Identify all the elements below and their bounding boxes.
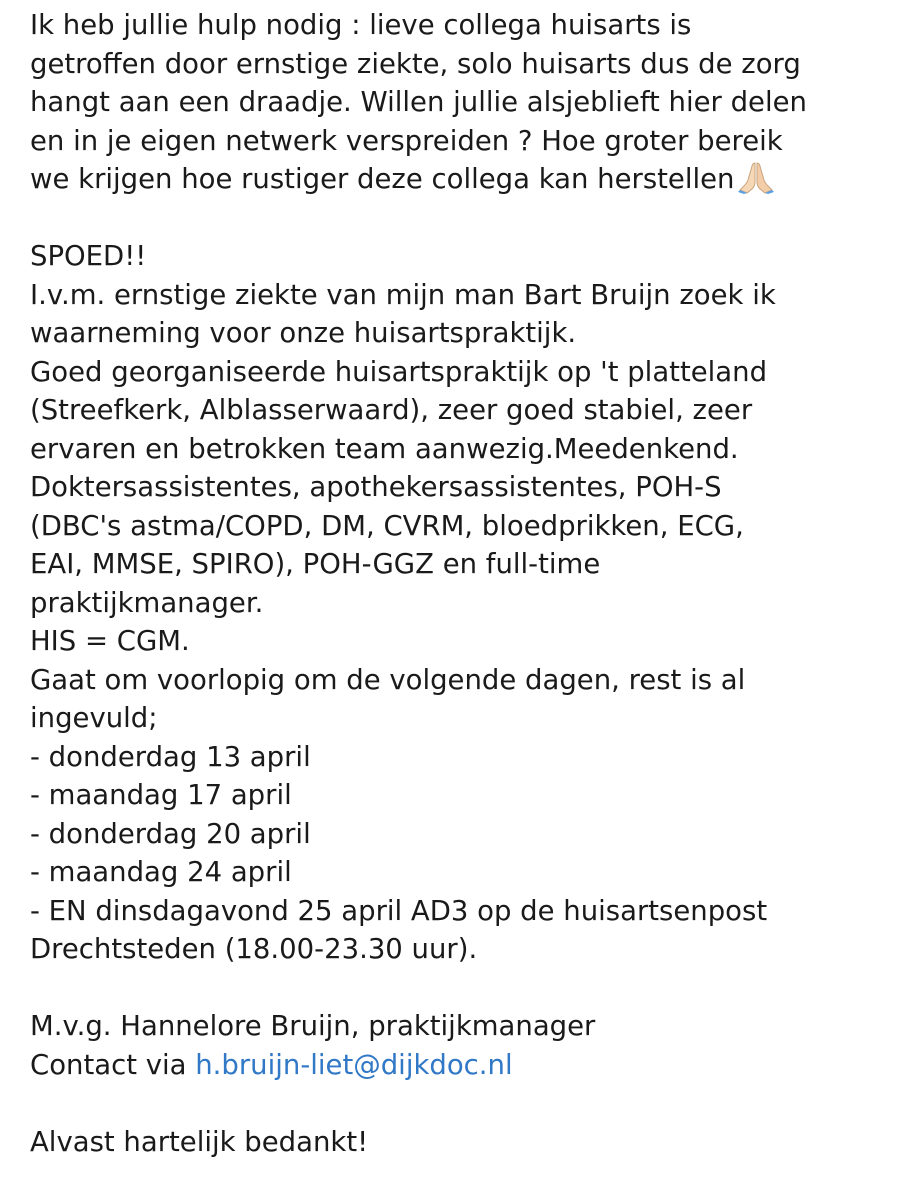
body-line-19: Drechtsteden (18.00-23.30 uur). [30,933,478,965]
intro-line-3: hangt aan een draadje. Willen jullie alsjeblieft hier delen [30,86,807,118]
date-item-2: - maandag 17 april [30,779,292,811]
signature: M.v.g. Hannelore Bruijn, praktijkmanager [30,1010,596,1042]
intro-line-1: Ik heb jullie hulp nodig : lieve collega huisarts is [30,9,692,41]
body-line-9: EAI, MMSE, SPIRO), POH-GGZ en full-time [30,548,601,580]
body-line-11: HIS = CGM. [30,625,190,657]
body-line-1: SPOED!! [30,240,147,272]
date-item-5: - EN dinsdagavond 25 april AD3 op de huisartsenpost [30,894,768,927]
folded-hands-icon [738,160,774,194]
body-line-4: Goed georganiseerde huisartspraktijk op 't platteland [30,355,768,388]
post-text [30,6,910,1161]
body-line-12: Gaat om voorlopig om de volgende dagen, rest is al [30,663,746,696]
body-line-5: (Streefkerk, Alblasserwaard), zeer goed stabiel, zeer [30,394,753,426]
body-line-7: Doktersassistentes, apothekersassistentes, POH-S [30,471,722,503]
intro-line-2: getroffen door ernstige ziekte, solo huisarts dus de zorg [30,47,801,80]
body-line-8: (DBC's astma/COPD, DM, CVRM, bloedprikken, ECG, [30,509,744,542]
spacer [30,1084,910,1123]
intro-line-4: en in je eigen netwerk verspreiden ? Hoe groter bereik [30,124,783,157]
body-line-10: praktijkmanager. [30,586,264,619]
body-line-3: waarneming voor onze huisartspraktijk. [30,317,577,349]
date-item-4: - maandag 24 april [30,856,292,888]
body-line-2: I.v.m. ernstige ziekte van mijn man Bart Bruijn zoek ik [30,278,776,311]
contact-line [30,1046,910,1085]
closing-line: Alvast hartelijk bedankt! [30,1125,369,1158]
contact-prefix: Contact via [30,1048,196,1081]
spacer [30,199,910,238]
intro-line-5 [30,160,910,199]
intro-line-5-text: we krijgen hoe rustiger deze collega kan herstellen [30,163,735,195]
body-line-13: ingevuld; [30,702,158,734]
body-line-6: ervaren en betrokken team aanwezig.Meedenkend. [30,432,739,465]
date-item-1: - donderdag 13 april [30,740,311,773]
spacer [30,969,910,1008]
contact-email-link[interactable]: h.bruijn-liet@dijkdoc.nl [195,1048,513,1081]
date-item-3: - donderdag 20 april [30,817,311,850]
